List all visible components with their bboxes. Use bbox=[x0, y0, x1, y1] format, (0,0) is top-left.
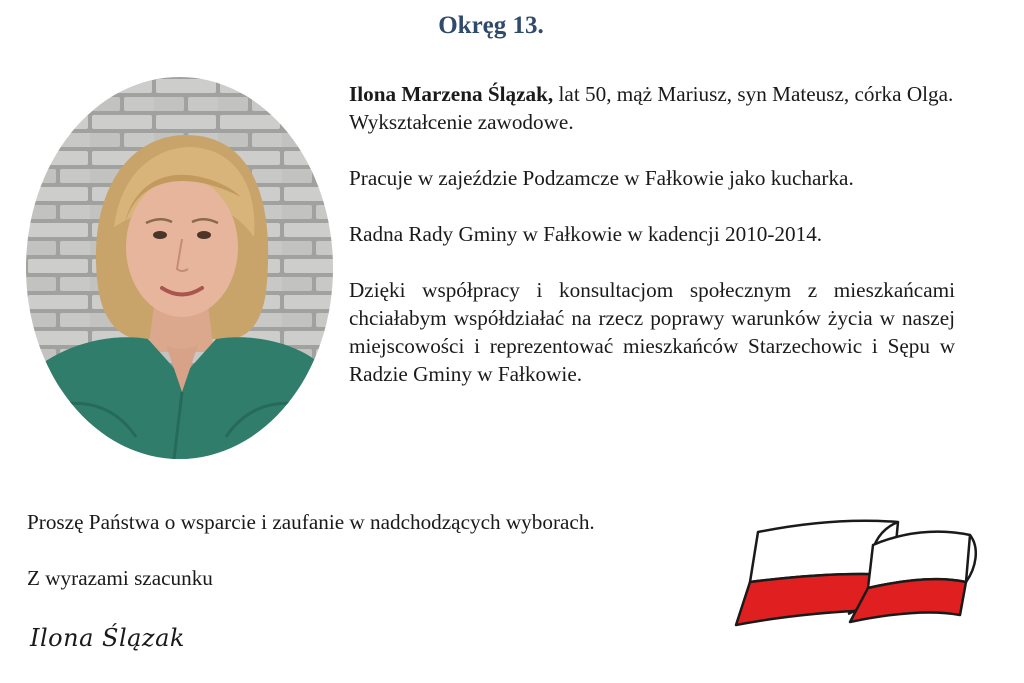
candidate-program: Dzięki współpracy i konsultacjom społecznym z mieszkańcami chciałabym współdziałać na rzecz poprawy warunków życia w naszej miejscowości i reprezentować mieszkańców Starzechowic i Sępu w Radzie Gminy w Fałkowie. bbox=[349, 278, 955, 386]
candidate-council: Radna Rady Gminy w Fałkowie w kadencji 2010-2014. bbox=[349, 222, 823, 246]
polish-flag-icon bbox=[728, 510, 988, 635]
candidate-portrait bbox=[26, 77, 333, 459]
district-heading: Okręg 13. bbox=[438, 12, 544, 39]
candidate-intro bbox=[349, 80, 955, 136]
signature: Ilona Ślązak bbox=[30, 624, 185, 652]
closing-regards: Z wyrazami szacunku bbox=[27, 566, 213, 590]
candidate-job: Pracuje w zajeździe Podzamcze w Fałkowie jako kucharka. bbox=[349, 166, 854, 190]
closing-section bbox=[27, 508, 727, 620]
candidate-details: lat 50, mąż Mariusz, syn Mateusz, córka Olga. Wykształcenie zawodowe. bbox=[349, 82, 954, 134]
candidate-bio bbox=[349, 80, 955, 416]
closing-appeal: Proszę Państwa o wsparcie i zaufanie w nadchodzących wyborach. bbox=[27, 510, 595, 534]
candidate-name: Ilona Marzena Ślązak, bbox=[349, 82, 554, 106]
